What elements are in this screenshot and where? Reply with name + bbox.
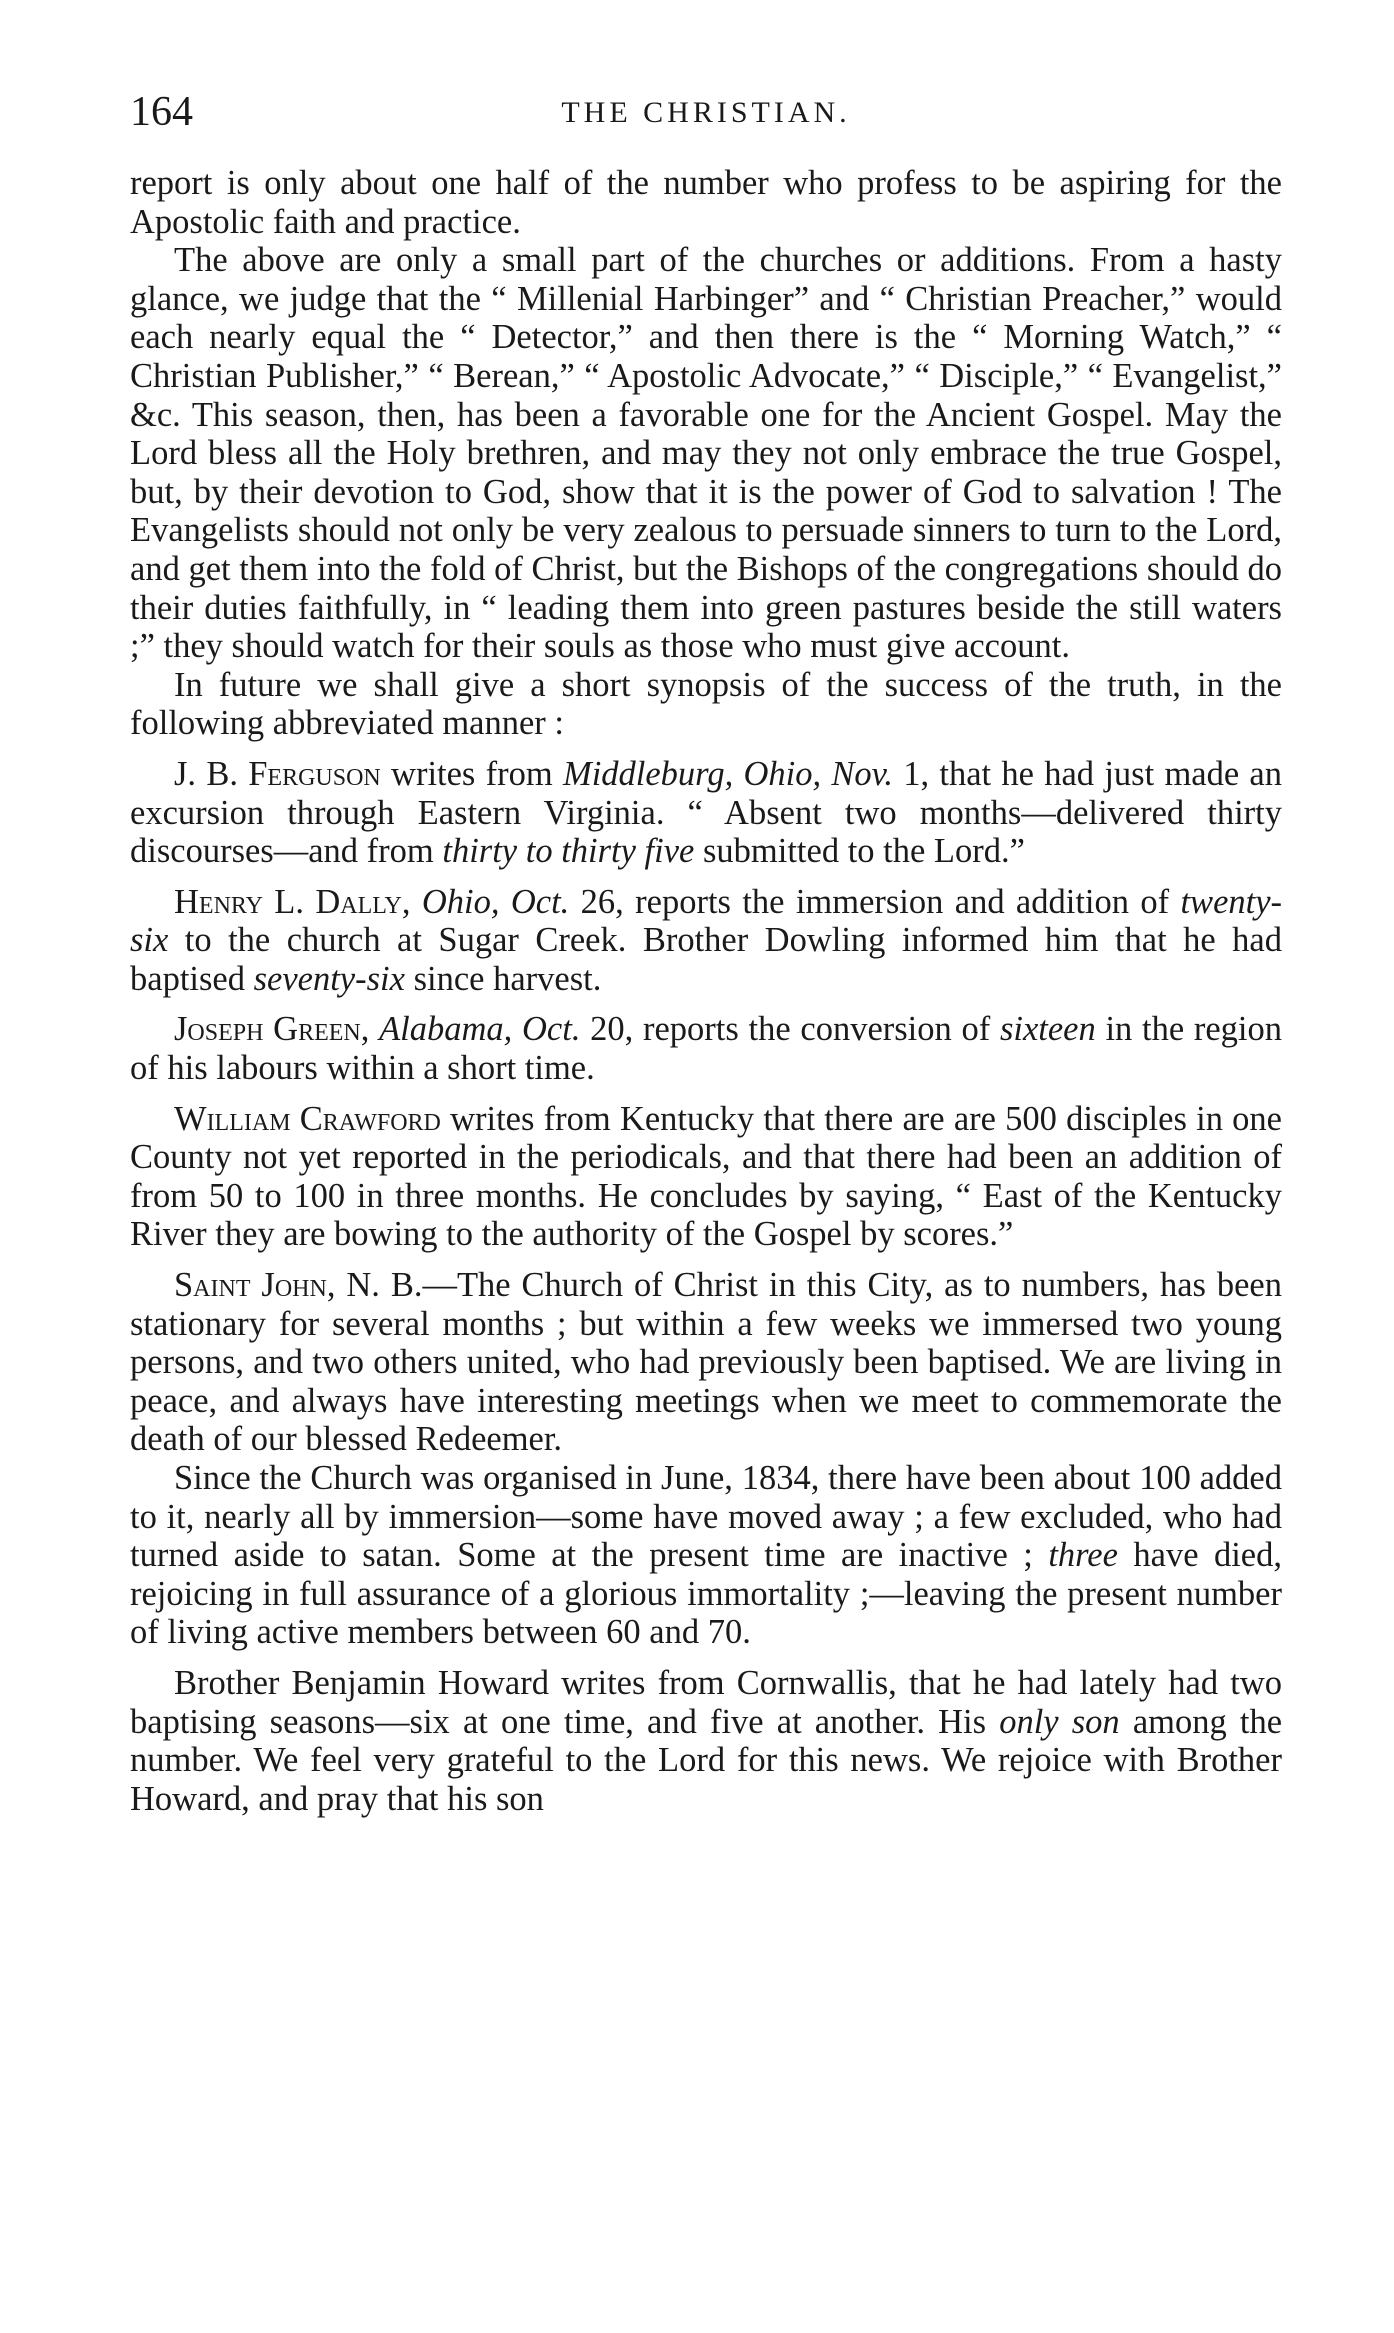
document-page — [130, 88, 1282, 1818]
text-run: 1, that he had just made an excursion through Eastern Virginia. “ Absent two months—delivered thirty discourses—and from — [130, 754, 1282, 871]
correspondent-name: Henry L. Dally — [174, 882, 402, 921]
correspondent-name: Joseph Green — [174, 1010, 361, 1049]
text-run: 26, reports the immersion and addition of — [569, 882, 1181, 921]
text-run: 20, reports the conversion of — [580, 1010, 1000, 1049]
paragraph-church-history — [130, 1459, 1282, 1652]
text-run: , — [360, 1010, 380, 1049]
page-body — [130, 164, 1282, 1818]
text-run: to the church at Sugar Creek. Brother Dowling informed him that he had baptised — [130, 921, 1282, 998]
emphasis: twenty-six — [130, 882, 1283, 960]
place-heading: Saint John — [174, 1266, 327, 1305]
report-ferguson — [130, 755, 1282, 871]
text-run: among the number. We feel very grateful to the Lord for this news. We rejoice with Brother Howard, and pray that his son — [130, 1702, 1283, 1818]
text-run: writes from — [380, 754, 563, 793]
emphasis: seventy-six — [253, 959, 405, 998]
running-title: THE CHRISTIAN. — [561, 96, 851, 129]
emphasis: only son — [999, 1702, 1120, 1741]
paragraph-1: report is only about one half of the number who profess to be aspiring for the Apostolic faith and practice. — [130, 164, 1282, 241]
place-date: Ohio, Oct. — [421, 882, 570, 921]
report-howard — [130, 1664, 1282, 1818]
text-run: , — [401, 882, 422, 921]
place-date: Alabama, Oct. — [379, 1010, 581, 1049]
paragraph-3: In future we shall give a short synopsis of the success of the truth, in the following abbreviated manner : — [130, 665, 1282, 743]
text-run: in the region of his labours within a short time. — [130, 1010, 1282, 1088]
emphasis: three — [1048, 1536, 1118, 1575]
page-header — [130, 88, 1282, 144]
emphasis: thirty to thirty five — [442, 832, 695, 871]
correspondent-name: William Crawford — [174, 1099, 441, 1138]
report-dally — [130, 883, 1282, 999]
report-crawford — [130, 1100, 1282, 1254]
report-saint-john — [130, 1266, 1282, 1459]
text-run: since harvest. — [404, 959, 602, 998]
correspondent-name: J. B. Ferguson — [174, 754, 381, 793]
text-run: submitted to the Lord.” — [694, 832, 1025, 871]
text-run: writes from Kentucky that there are are 500 disciples in one County not yet reported in the periodicals, and that there had been an addition of from 50 to 100 in three months. He concludes by saying, “ East of the Kentucky River they are bowing to the authority of the Gospel by scores.” — [130, 1099, 1282, 1254]
text-run: , N. B.—The Church of Christ in this City, as to numbers, has been stationary for several months ; but within a few weeks we immersed two young persons, and two others united, who had previously been baptised. We are living in peace, and always have interesting meetings when we meet to commemorate the death of our blessed Redeemer. — [130, 1266, 1282, 1459]
page-number: 164 — [130, 89, 193, 135]
text-run: Since the Church was organised in June, 1834, there have been about 100 added to it, nearly all by immersion—some have moved away ; a few excluded, who had turned aside to satan. Some at the present time are inactive ; — [130, 1459, 1282, 1575]
text-run: have died, rejoicing in full assurance of a glorious immortality ;—leaving the present number of living active members between 60 and 70. — [130, 1536, 1282, 1652]
paragraph-2: The above are only a small part of the churches or additions. From a hasty glance, we judge that the “ Millenial Harbinger” and “ Christian Preacher,” would each nearly equal the “ Detector,” and then there is the “ Morning Watch,” “ Christian Publisher,” “ Berean,” “ Apostolic Advocate,” “ Disciple,” “ Evangelist,” &c. This season, then, has been a favorable one for the Ancient Gospel. May the Lord bless all the Holy brethren, and may they not only embrace the true Gospel, but, by their devotion to God, show that it is the power of God to salvation ! The Evangelists should not only be very zealous to persuade sinners to turn to the Lord, and get them into the fold of Christ, but the Bishops of the congregations should do their duties faithfully, in “ leading them into green pastures beside the still waters ;” they should watch for their souls as those who must give account. — [130, 241, 1282, 666]
emphasis: sixteen — [999, 1010, 1096, 1049]
report-green — [130, 1010, 1282, 1087]
place-date: Middleburg, Ohio, Nov. — [562, 754, 893, 793]
text-run: Brother Benjamin Howard writes from Cornwallis, that he had lately had two baptising seasons—six at one time, and five at another. His — [130, 1663, 1282, 1741]
